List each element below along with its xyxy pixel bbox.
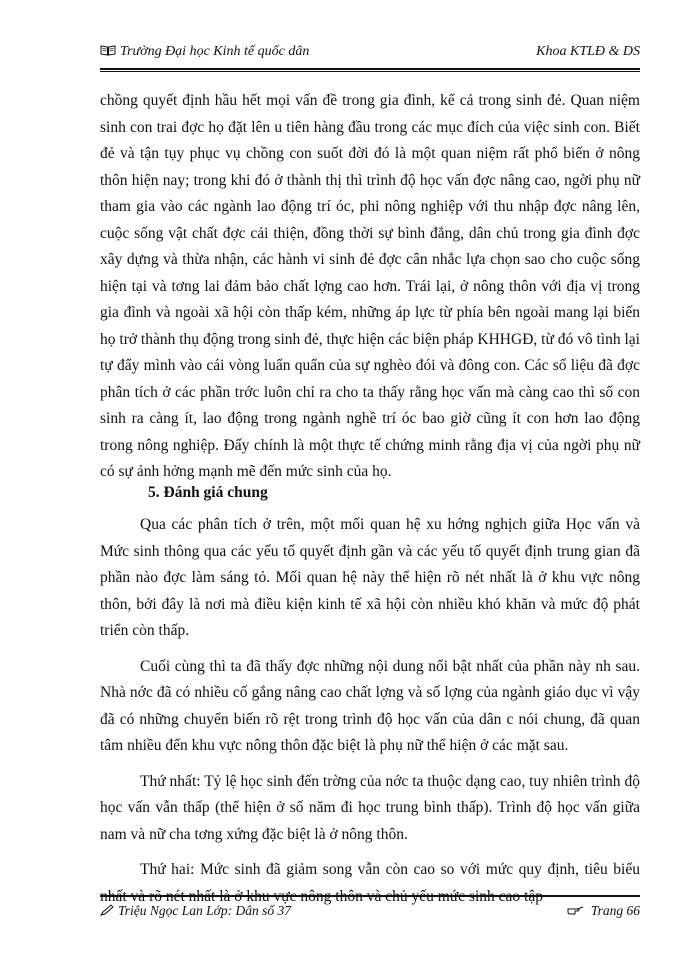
paragraph: Thứ hai: Mức sinh đã giảm song vẫn còn cao so với mức quy định, tiêu biểu nhất và rõ nét nhất là ở khu vực nông thôn và chủ yếu mức sinh cao tập: [100, 861, 640, 905]
section-heading: 5. Đánh giá chung: [148, 484, 268, 501]
pointing-hand-icon: [567, 904, 585, 916]
header-department: Khoa KTLĐ & DS: [536, 44, 640, 59]
header-school: Trường Đại học Kinh tế quốc dân: [120, 44, 310, 59]
pen-icon: [100, 904, 114, 916]
footer-author: Triệu Ngọc Lan Lớp: Dân số 37: [118, 903, 291, 918]
paragraph-continued: chồng quyết định hầu hết mọi vấn đề trong gia đình, kể cả trong sinh đẻ. Quan niệm sinh con trai đợc họ đặt lên u tiên hàng đầu trong các mục đích của việc sinh con. Biết đẻ và tận tụy phục vụ chồng con suốt đời đó là một quan niệm rất phổ biến ở nông thôn hiện nay; trong khi đó ở thành thị thì trình độ học vấn đợc nâng cao, ngời phụ nữ tham gia vào các ngành lao động trí óc, phi nông nghiệp với thu nhập đợc nâng lên, cuộc sống vật chất đợc cải thiện, đồng thời sự bình đẳng, dân chủ trong gia đình đợc xây dựng và thừa nhận, các hành vi sinh đẻ đợc cân nhắc lựa chọn sao cho cuộc sống hiện tại và tơng lai đảm bảo chất lợng cao hơn. Trái lại, ở nông thôn với địa vị trong gia đình và ngoài xã hội còn thấp kém, những áp lực từ phía bên ngoài mang lại biến họ trở thành thụ động trong sinh đẻ, thực hiện các biện pháp KHHGĐ, từ đó vô tình lại tự đẩy mình vào cái vòng luẩn quẩn của sự nghèo đói và đông con. Các số liệu đã đợc phân tích ở các phần trớc luôn chỉ ra cho ta thấy rằng học vấn mà càng cao thì số con sinh ra càng ít, lao động trong ngành nghề trí óc bao giờ cũng ít con hơn lao động trong nông nghiệp. Đấy chính là một thực tế chứng minh rằng địa vị của ngời phụ nữ có sự ảnh hởng mạnh mẽ đến mức sinh của họ.: [100, 92, 640, 480]
body-top: [100, 88, 640, 486]
body-bottom: [100, 512, 640, 919]
paragraph: Cuối cùng thì ta đã thấy đợc những nội dung nổi bật nhất của phần này nh sau. Nhà nớc đã có nhiều cố gắng nâng cao chất lợng và số lợng của ngành giáo dục vì vậy đã có những chuyển biến rõ rệt trong trình độ học vấn của dân c nói chung, đã quan tâm nhiều đến khu vực nông thôn đặc biệt là phụ nữ thể hiện ở các mặt sau.: [100, 657, 640, 754]
paragraph: Thứ nhất: Tỷ lệ học sinh đến trờng của nớc ta thuộc dạng cao, tuy nhiên trình độ học vấn vẫn thấp (thể hiện ở số năm đi học trung bình thấp). Trình độ học vấn giữa nam và nữ cha tơng xứng đặc biệt là ở nông thôn.: [100, 772, 640, 843]
page-number: Trang 66: [590, 903, 640, 918]
paragraph: Qua các phân tích ở trên, một mối quan hệ xu hớng nghịch giữa Học vấn và Mức sinh thông qua các yếu tố quyết định gần và các yếu tố quyết định trung gian đã phần nào đợc làm sáng tỏ. Mối quan hệ này thể hiện rõ nét nhất là ở khu vực nông thôn, bởi đây là nơi mà điều kiện kinh tế xã hội còn nhiều khó khăn và mức độ phát triển còn thấp.: [100, 516, 640, 639]
page-footer: [100, 903, 640, 923]
footer-left: [100, 903, 291, 919]
header-left: [100, 44, 309, 60]
footer-right: [567, 903, 640, 919]
page-header: [100, 44, 640, 66]
book-icon: [100, 44, 116, 56]
header-rule: [100, 68, 640, 72]
footer-rule: [100, 895, 640, 897]
